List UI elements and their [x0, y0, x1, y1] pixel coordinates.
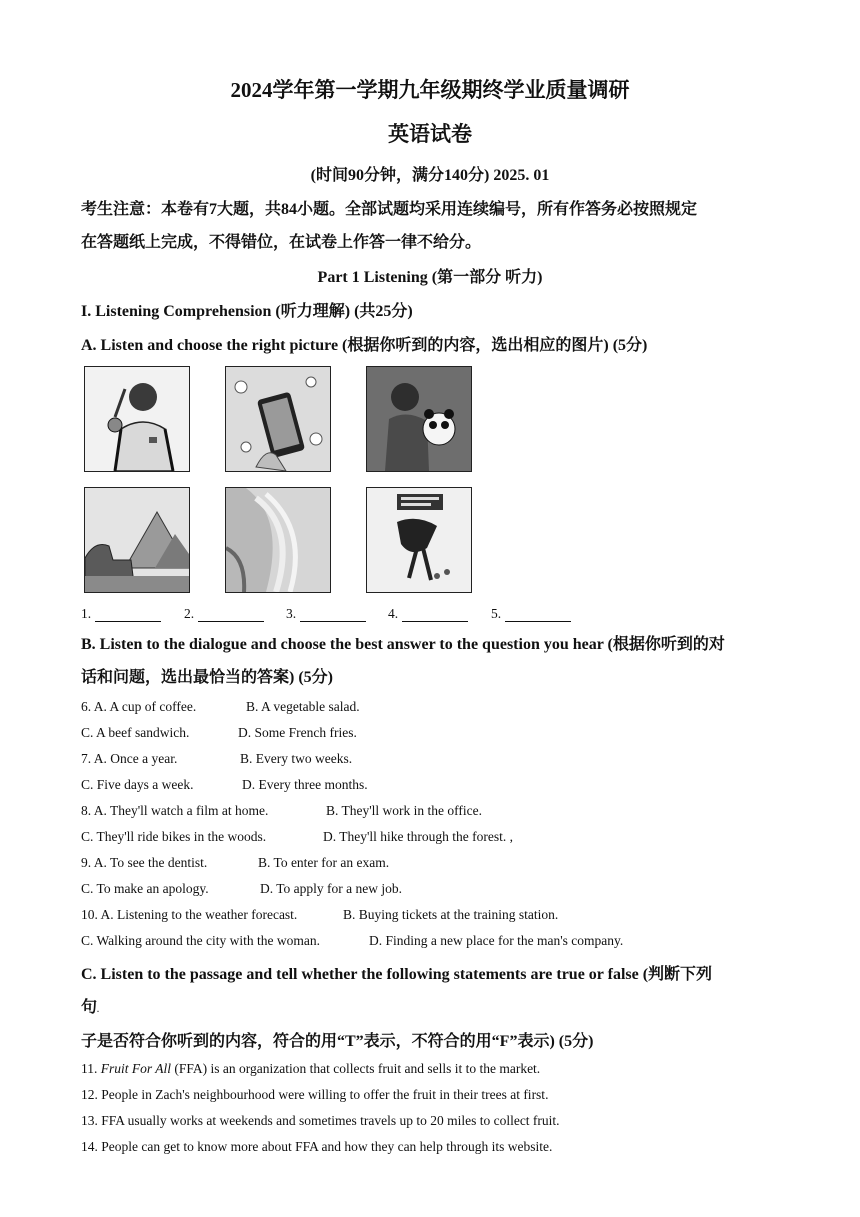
section-c-heading-line2: 句.	[81, 999, 100, 1016]
girl-hair-picture	[225, 487, 331, 593]
journey-to-west-poster-picture	[366, 487, 472, 593]
statement-13: 13. FFA usually works at weekends and sometimes travels up to 20 miles to collect fruit.	[81, 1113, 560, 1128]
q10-option-b: B. Buying tickets at the training station.	[343, 907, 559, 922]
part-heading: Part 1 Listening (第一部分 听力)	[317, 269, 543, 286]
section-i-heading: I. Listening Comprehension (听力理解) (共25分)	[81, 303, 413, 320]
answer-blank-5[interactable]: 5.	[491, 606, 571, 622]
exam-title: 2024学年第一学期九年级期终学业质量调研	[230, 78, 630, 102]
notice-line-2: 在答题纸上完成，不得错位，在试卷上作答一律不给分。	[81, 234, 482, 251]
q8-option-a: 8. A. They'll watch a film at home.	[81, 803, 269, 818]
statement-14: 14. People can get to know more about FFA and how they can help through its website.	[81, 1139, 553, 1154]
q6-option-c: C. A beef sandwich.	[81, 725, 190, 740]
exam-time-info: (时间90分钟，满分140分) 2025. 01	[310, 167, 550, 184]
section-a-heading: A. Listen and choose the right picture (根据你听到的内容，选出相应的图片) (5分)	[81, 337, 648, 354]
section-b-heading: B. Listen to the dialogue and choose the best answer to the question you hear (根据你听到的对 话和问题，选出最恰当的答案) (5分)	[81, 636, 725, 686]
answer-blank-4[interactable]: 4.	[388, 606, 468, 622]
q8-option-d: D. They'll hike through the forest. ,	[323, 829, 514, 844]
statement-12: 12. People in Zach's neighbourhood were willing to offer the fruit in their trees at first.	[81, 1087, 549, 1102]
q7-option-d: D. Every three months.	[242, 777, 368, 792]
section-c-heading-line1: C. Listen to the passage and tell whether the following statements are true or false (判断下列	[81, 966, 713, 983]
q10-option-a: 10. A. Listening to the weather forecast.	[81, 907, 298, 922]
smartphone-picture	[225, 366, 331, 472]
statement-11: 11. Fruit For All (FFA) is an organization that collects fruit and sells it to the market.	[81, 1061, 541, 1076]
exam-subject: 英语试卷	[388, 122, 472, 146]
q6-option-a: 6. A. A cup of coffee.	[81, 699, 197, 714]
answer-blank-3[interactable]: 3.	[286, 606, 366, 622]
exam-notice	[81, 193, 781, 259]
q9-option-d: D. To apply for a new job.	[260, 881, 403, 896]
q8-option-c: C. They'll ride bikes in the woods.	[81, 829, 267, 844]
q7-option-b: B. Every two weeks.	[240, 751, 353, 766]
q10-option-c: C. Walking around the city with the woman.	[81, 933, 320, 948]
answer-blank-1[interactable]: 1.	[81, 606, 161, 622]
q7-option-c: C. Five days a week.	[81, 777, 194, 792]
q9-option-c: C. To make an apology.	[81, 881, 209, 896]
pyramids-sphinx-picture	[84, 487, 190, 593]
q6-option-d: D. Some French fries.	[238, 725, 357, 740]
q7-option-a: 7. A. Once a year.	[81, 751, 178, 766]
q10-option-d: D. Finding a new place for the man's company.	[369, 933, 624, 948]
section-c-heading-line3: 子是否符合你听到的内容，符合的用“T”表示，不符合的用“F”表示) (5分)	[81, 1033, 594, 1050]
q6-option-b: B. A vegetable salad.	[246, 699, 360, 714]
notice-line-1: 考生注意：本卷有7大题，共84小题。全部试题均采用连续编号，所有作答务必按照规定	[81, 201, 698, 218]
q8-option-b: B. They'll work in the office.	[326, 803, 483, 818]
q9-option-b: B. To enter for an exam.	[258, 855, 390, 870]
answer-blank-2[interactable]: 2.	[184, 606, 264, 622]
athlete-with-medal-picture	[84, 366, 190, 472]
child-with-panda-picture	[366, 366, 472, 472]
q9-option-a: 9. A. To see the dentist.	[81, 855, 208, 870]
